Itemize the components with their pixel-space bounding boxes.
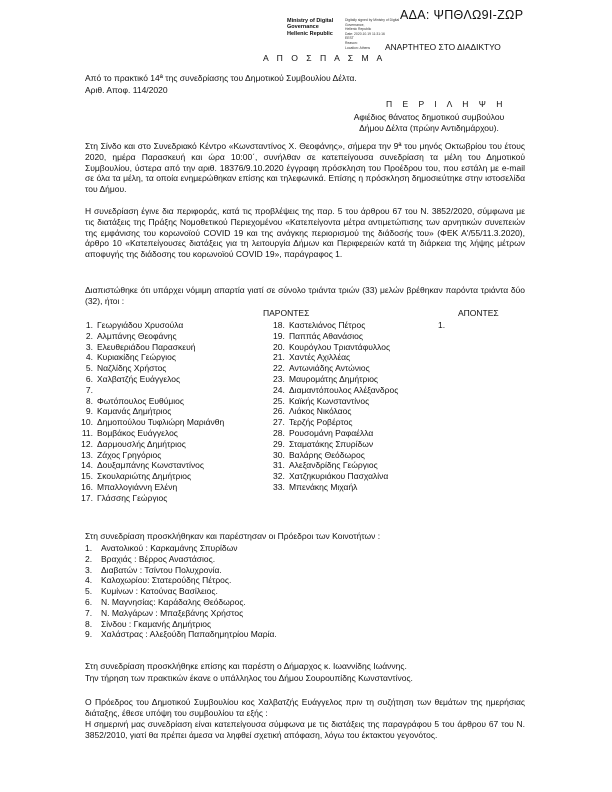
list-item: 1. Ανατολικού : Καρκαμάνης Σπυρίδων: [85, 543, 238, 553]
list-item: 16. Μπαλλογιάννη Ελένη: [81, 481, 178, 492]
list-item: 30. Βαλάρης Θεόδωρος: [273, 449, 365, 460]
list-item: 25. Καϊκής Κωνσταντίνος: [273, 395, 370, 406]
list-item: 12. Δαρμουσλής Δημήτριος: [81, 438, 186, 449]
signature-line: Hellenic Republic: [287, 30, 333, 37]
list-item: 3. Διαβατών : Τσίντου Πολυχρονία.: [85, 564, 222, 575]
list-item: 26. Λιάκος Νικόλαος: [273, 406, 352, 417]
intro-line: Από το πρακτικό 14ª της συνεδρίασης του Δημοτικού Συμβουλίου Δέλτα.: [85, 73, 357, 83]
list-item: 2. Αλμπάνης Θεοφάνης: [85, 330, 177, 341]
list-item: 33. Μπενάκης Μιχαήλ: [273, 481, 358, 492]
list-item: 31. Αλεξανδρίδης Γεώργιος: [273, 460, 378, 471]
present-header: ΠΑΡΟΝΤΕΣ: [263, 308, 310, 318]
list-item: 7.: [85, 384, 93, 395]
list-item: 15. Σκουλαριώτης Δημήτριος: [81, 471, 192, 482]
signature-detail: Reason:: [345, 40, 358, 45]
list-item: 29. Σταματάκης Σπυρίδων: [273, 438, 374, 449]
present-list-left: [80, 320, 280, 504]
list-item: 9. Καμανάς Δημήτριος: [85, 406, 172, 417]
minutes-keeper-line: Την τήρηση των πρακτικών έκανε ο υπάλληλος του Δήμου Σουρουπίδης Κωνσταντίνος.: [85, 673, 413, 683]
list-item: 10. Δημοπούλου Τυφλιώρη Μαριάνθη: [81, 417, 225, 428]
posting-notice: ΑΝΑΡΤΗΤΕΟ ΣΤΟ ΔΙΑΔΙΚΤΥΟ: [385, 42, 501, 52]
communities-list: [85, 543, 385, 640]
signature-line: Ministry of Digital: [287, 18, 334, 24]
list-item: 32. Χατζηκυριάκου Πασχαλίνα: [273, 471, 389, 482]
summary-line: Δήμου Δέλτα (πρώην Αντιδημάρχου).: [359, 123, 499, 133]
list-item: 22. Αντωνιάδης Αντώνιος: [273, 363, 370, 374]
list-item: 13. Ζάχος Γρηγόριος: [81, 449, 162, 460]
mayor-line: Στη συνεδρίαση προσκλήθηκε επίσης και παρέστη ο Δήμαρχος κ. Ιωαννίδης Ιωάννης.: [85, 661, 407, 671]
signature-detail: Digitally signed by Ministry of Digital: [345, 18, 400, 22]
ada-code: ΑΔΑ: ΨΠΘΛΩ9Ι-ΖΩΡ: [400, 8, 524, 22]
urgency-paragraph: Η σημερινή μας συνεδρίαση είναι κατεπείγουσα σύμφωνα με τις διατάξεις της παραγράφου 5 του άρθρου 67 του Ν. 3852/2010, γιατί θα πρέπει άμεσα να ληφθεί σχετική απόφαση, λόγω του έκτακτου γεγονότος.: [85, 719, 525, 740]
list-item: 21. Χαντές Αχιλλέας: [273, 352, 351, 363]
list-item: 7. Ν. Μαλγάρων : Μπαξεβάνης Χρήστος: [85, 607, 244, 618]
list-item: 27. Τερζής Ροβέρτος: [273, 417, 353, 428]
signature-detail: Governance,: [345, 22, 365, 27]
opening-paragraph: Στη Σίνδο και στο Συνεδριακό Κέντρο «Κωνσταντίνος Χ. Θεοφάνης», σήμερα την 9ª του μηνός Οκτωβρίου του έτους 2020, ημέρα Παρασκευή και ώρα 10:00΄, συνήλθαν σε κατεπείγουσα συνεδρίαση τα μέλη του Δημοτικού Συμβουλίου, ύστερα από την αριθ. 18376/9.10.2020 έγγραφη πρόσκληση του Προέδρου του, που εστάλη με e-mail σε όλα τα μέλη, τα οποία ενημερώθηκαν επίσης και τηλεφωνικά. Επίσης η πρόσκληση δημοσιεύτηκε στην ιστοσελίδα του Δήμου.: [85, 141, 525, 195]
signature-detail: Date: 2020.10.19 11:31:16: [345, 31, 385, 36]
signature-detail: EEST: [345, 36, 354, 41]
list-item: 4. Κυριακίδης Γεώργιος: [85, 352, 176, 363]
quorum-paragraph: Διαπιστώθηκε ότι υπάρχει νόμιμη απαρτία γιατί σε σύνολο τριάντα τριών (33) μελών βρέθηκαν παρόντα τριάντα δύο (32), ήτοι :: [85, 285, 525, 306]
list-item: 6. Χαλβατζής Ευάγγελος: [85, 373, 181, 384]
list-item: 23. Μαυρομάτης Δημήτριος: [273, 373, 379, 384]
list-item: 8. Σίνδου : Γκαμανής Δημήτριος: [85, 618, 212, 629]
signature-detail: Location: Athens: [345, 45, 371, 50]
communities-title: Στη συνεδρίαση προσκλήθηκαν και παρέστησαν οι Πρόεδροι των Κοινοτήτων :: [85, 531, 381, 541]
list-item: 9. Χαλάστρας : Αλεξούδη Παπαδημητρίου Μαρία.: [85, 629, 277, 640]
list-item: 28. Ρουσομάνη Ραφαέλλα: [273, 427, 374, 438]
signature-detail: Hellenic Republic: [345, 27, 372, 32]
signature-line: Governance: [287, 24, 319, 31]
list-item: 19. Παππάς Αθανάσιος: [273, 330, 363, 341]
list-item: 5. Κυμίνων : Κατούνας Βασίλειος.: [85, 586, 218, 597]
decision-number: Αριθ. Αποφ. 114/2020: [85, 85, 168, 95]
list-item: 20. Κουρόγλου Τριαντάφυλλος: [273, 341, 391, 352]
list-item: 8. Φωτόπουλος Ευθύμιος: [85, 395, 184, 406]
list-item: 2. Βραχιάς : Βέρρος Αναστάσιος.: [85, 553, 216, 564]
list-item: 11. Βομβάκος Ευάγγελος: [81, 427, 178, 438]
list-item: 3. Ελευθεριάδου Παρασκευή: [85, 341, 196, 352]
list-item: 4. Καλοχωρίου: Στατερούδης Πέτρος.: [85, 575, 232, 586]
list-item: 18. Καστελιάνος Πέτρος: [273, 320, 366, 330]
list-item: 1. Γεωργιάδου Χρυσούλα: [85, 320, 184, 330]
summary-line: Αφιέδιος θάνατος δημοτικού συμβούλου: [353, 112, 505, 122]
president-paragraph: Ο Πρόεδρος του Δημοτικού Συμβουλίου κος Χαλβατζής Ευάγγελος πριν τη συζήτηση των θεμάτων της ημερήσιας διάταξης, έθεσε υπόψη του συμβουλίου τα εξής :: [85, 697, 525, 718]
procedure-paragraph: Η συνεδρίαση έγινε δια περιφοράς, κατά τις προβλέψεις της παρ. 5 του άρθρου 67 του Ν. 3852/2020, σύμφωνα με τις διατάξεις της Πράξης Νομοθετικού Περιεχομένου «Κατεπείγοντα μέτρα αντιμετώπισης των αρνητικών συνεπειών της εμφάνισης του κορωνοϊού COVID 19 και της ανάγκης περιορισμού της διάδοσής του» (ΦΕΚ Α'/55/11.3.2020), άρθρο 10 «Κατεπείγουσες διατάξεις για τη λειτουργία Δήμων και Περιφερειών κατά τη διάρκεια της λήψης μέτρων αποφυγής της διάδοσης του κορωνοϊού COVID 19», παράγραφος 1.: [85, 206, 525, 260]
list-item: 14. Δουξαμπάνης Κωνσταντίνος: [81, 460, 204, 471]
document-type-heading: Α Π Ο Σ Π Α Σ Μ Α: [263, 53, 386, 63]
present-list-right: [273, 320, 433, 493]
summary-title: Π Ε Ρ Ι Λ Η Ψ Η: [386, 99, 507, 109]
digital-signature-issuer: [287, 18, 343, 37]
list-item: 17. Γλάσσης Γεώργιος: [81, 492, 168, 503]
list-item: 24. Διαμαντόπουλος Αλέξανδρος: [273, 384, 399, 395]
absent-header: ΑΠΟΝΤΕΣ: [458, 308, 499, 318]
absent-item: 1.: [438, 320, 446, 330]
list-item: 6. Ν. Μαγνησίας: Καράδαλης Θεόδωρος.: [85, 596, 246, 607]
list-item: 5. Ναζλίδης Χρήστος: [85, 363, 167, 374]
